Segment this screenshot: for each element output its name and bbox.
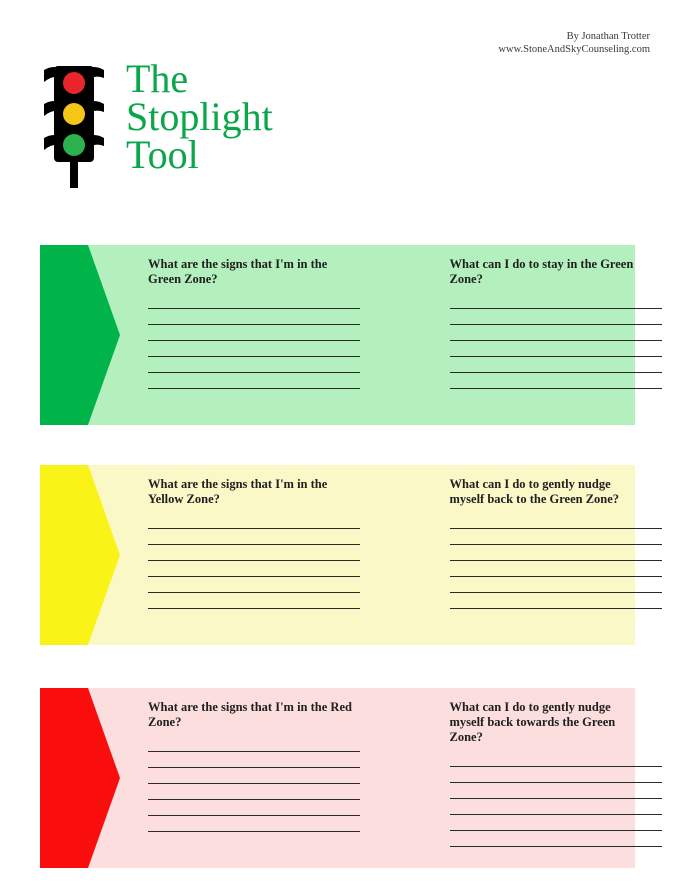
author-website: www.StoneAndSkyCounseling.com (498, 44, 650, 55)
answer-line[interactable] (450, 293, 662, 309)
answer-line[interactable] (148, 309, 360, 325)
author-credit (498, 30, 650, 56)
yellow-zone-right-column (392, 465, 636, 645)
page-title-line-1: The (126, 56, 189, 101)
answer-line[interactable] (148, 752, 360, 768)
red-answer-lines-right[interactable] (450, 751, 662, 847)
page-title-line-3: Tool (126, 132, 199, 177)
answer-line[interactable] (450, 325, 662, 341)
zone-green (40, 245, 635, 425)
page-title (126, 56, 273, 177)
red-zone-left-column (148, 688, 392, 868)
answer-line[interactable] (450, 341, 662, 357)
answer-line[interactable] (148, 529, 360, 545)
green-zone-right-column (392, 245, 636, 425)
answer-line[interactable] (450, 561, 662, 577)
red-arrow-icon (40, 688, 120, 868)
answer-line[interactable] (450, 783, 662, 799)
answer-line[interactable] (450, 309, 662, 325)
page-header (40, 58, 273, 188)
author-name: By Jonathan Trotter (566, 31, 650, 42)
red-answer-lines-left[interactable] (148, 736, 360, 832)
answer-line[interactable] (450, 767, 662, 783)
green-answer-lines-right[interactable] (450, 293, 662, 389)
answer-line[interactable] (450, 357, 662, 373)
answer-line[interactable] (450, 545, 662, 561)
answer-line[interactable] (450, 815, 662, 831)
answer-line[interactable] (148, 373, 360, 389)
answer-line[interactable] (450, 529, 662, 545)
answer-line[interactable] (148, 816, 360, 832)
green-question-stay: What can I do to stay in the Green Zone? (449, 257, 634, 286)
answer-line[interactable] (148, 357, 360, 373)
answer-line[interactable] (148, 800, 360, 816)
answer-line[interactable] (450, 751, 662, 767)
zone-yellow (40, 465, 635, 645)
answer-line[interactable] (148, 577, 360, 593)
green-zone-left-column (148, 245, 392, 425)
answer-line[interactable] (148, 325, 360, 341)
answer-line[interactable] (148, 513, 360, 529)
yellow-answer-lines-left[interactable] (148, 513, 360, 609)
green-arrow-icon (40, 245, 120, 425)
red-question-nudge: What can I do to gently nudge myself back towards the Green Zone? (449, 700, 616, 744)
answer-line[interactable] (148, 784, 360, 800)
red-zone-columns (120, 688, 635, 868)
answer-line[interactable] (450, 831, 662, 847)
traffic-light-icon (40, 58, 108, 188)
red-question-signs: What are the signs that I'm in the Red Zone? (148, 700, 352, 729)
answer-line[interactable] (148, 341, 360, 357)
page-title-line-2: Stoplight (126, 94, 273, 139)
yellow-question-nudge: What can I do to gently nudge myself back to the Green Zone? (449, 477, 620, 506)
yellow-answer-lines-right[interactable] (450, 513, 662, 609)
green-answer-lines-left[interactable] (148, 293, 360, 389)
green-zone-columns (120, 245, 635, 425)
yellow-question-signs: What are the signs that I'm in the Yellow Zone? (148, 477, 328, 506)
yellow-zone-left-column (148, 465, 392, 645)
zone-red (40, 688, 635, 868)
answer-line[interactable] (450, 373, 662, 389)
answer-line[interactable] (148, 561, 360, 577)
answer-line[interactable] (148, 293, 360, 309)
answer-line[interactable] (450, 513, 662, 529)
answer-line[interactable] (148, 768, 360, 784)
answer-line[interactable] (450, 799, 662, 815)
answer-line[interactable] (450, 593, 662, 609)
answer-line[interactable] (148, 593, 360, 609)
red-zone-right-column (392, 688, 636, 868)
answer-line[interactable] (148, 545, 360, 561)
yellow-arrow-icon (40, 465, 120, 645)
green-question-signs: What are the signs that I'm in the Green Zone? (148, 257, 328, 286)
answer-line[interactable] (450, 577, 662, 593)
answer-line[interactable] (148, 736, 360, 752)
yellow-zone-columns (120, 465, 635, 645)
